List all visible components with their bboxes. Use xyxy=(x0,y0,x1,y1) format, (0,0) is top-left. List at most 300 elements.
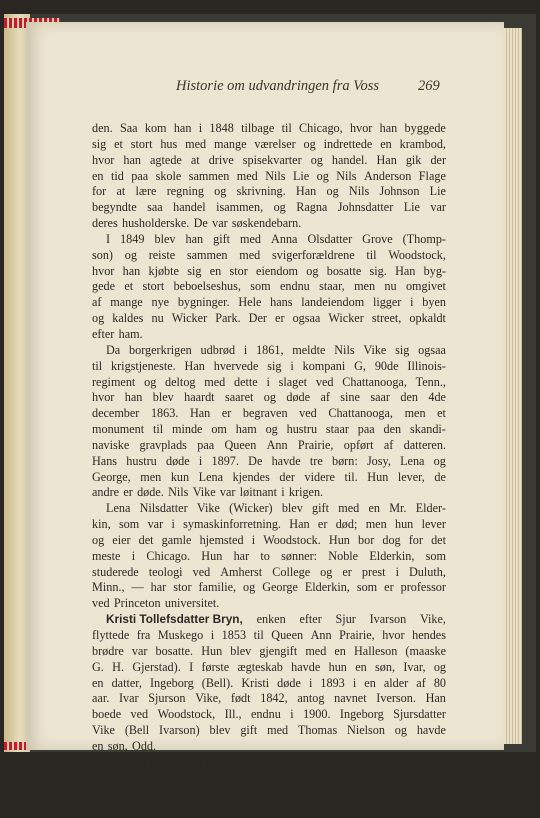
text-line xyxy=(92,121,446,137)
word: hvor xyxy=(92,263,115,278)
word: Elderkin, xyxy=(304,580,350,595)
entry-name: Isak Oleivson Ukvitne, xyxy=(106,754,232,769)
word: Jefferson xyxy=(329,802,375,817)
text-line xyxy=(92,184,446,200)
word: og xyxy=(310,152,323,167)
word: Johnsdatter xyxy=(337,200,394,215)
text-line xyxy=(92,359,446,375)
word: og xyxy=(124,247,137,262)
word: deres xyxy=(92,216,118,231)
word: meste xyxy=(92,548,121,563)
word: Grove xyxy=(362,231,393,246)
book-page xyxy=(26,22,504,817)
word: — xyxy=(131,580,144,595)
word: gaardbrugerfolk xyxy=(338,770,418,785)
word: med xyxy=(239,247,261,262)
text-line xyxy=(92,660,446,676)
word: til xyxy=(92,358,103,373)
word: Grimestad xyxy=(92,770,143,785)
word: mange xyxy=(110,295,143,310)
word: begraven xyxy=(242,406,288,421)
word: teologi xyxy=(148,564,183,579)
word: og xyxy=(214,184,227,199)
word: gik xyxy=(405,152,422,167)
word: 1897. xyxy=(211,453,239,468)
word: Nils xyxy=(265,168,286,183)
text-line xyxy=(92,327,446,343)
word: bosatte. xyxy=(155,643,194,658)
word: hendes xyxy=(412,628,446,642)
word: Chicago. xyxy=(146,548,191,563)
word: Prairie, xyxy=(339,628,375,642)
word: Ivarson xyxy=(369,612,407,627)
word: til. xyxy=(344,469,358,484)
word: til xyxy=(155,802,167,817)
word: ligger xyxy=(372,295,402,310)
word: monument xyxy=(92,422,145,437)
word: Elderkin, xyxy=(369,548,415,563)
word: en xyxy=(380,136,392,151)
word: Saa xyxy=(119,121,138,135)
word: 1808, xyxy=(418,786,446,801)
word: 1848 xyxy=(209,121,234,135)
word: sønner: xyxy=(281,548,318,563)
word: Muskego xyxy=(157,628,204,642)
word: en xyxy=(368,501,380,516)
word: ved xyxy=(299,406,317,421)
word: staar xyxy=(325,422,349,437)
text-line xyxy=(92,549,446,565)
word: blev xyxy=(152,390,174,405)
word: med xyxy=(236,168,258,183)
word: til xyxy=(253,628,264,642)
word: hvor xyxy=(350,121,373,135)
word: kun xyxy=(170,469,190,484)
word: i xyxy=(266,374,270,389)
word: Duluth, xyxy=(408,564,446,579)
word: 1861, xyxy=(256,342,284,357)
word: datteren. xyxy=(403,437,446,452)
word: kjøbte xyxy=(148,263,179,278)
word: et xyxy=(114,136,123,151)
word: Lie xyxy=(403,200,420,215)
word: med xyxy=(185,136,207,151)
word: Vike xyxy=(192,485,216,500)
word: børn: xyxy=(331,453,358,468)
word: Sjur xyxy=(335,612,356,627)
word: og xyxy=(243,580,256,595)
word: Lena xyxy=(198,469,224,484)
word: Hun xyxy=(201,548,223,563)
word: havde xyxy=(291,659,321,674)
word: en xyxy=(92,738,104,753)
word: søn, xyxy=(107,738,128,753)
word: af xyxy=(320,390,330,405)
word: sig xyxy=(395,342,410,357)
word: paa xyxy=(429,770,446,785)
word: i xyxy=(131,548,136,563)
word: Grimestad, xyxy=(326,786,381,801)
word: hvor xyxy=(92,152,115,167)
word: 1849 xyxy=(120,231,145,246)
word: Sjursdatter xyxy=(393,707,446,722)
word: lever, xyxy=(397,469,425,484)
word: Anderson xyxy=(363,168,412,183)
word: dette xyxy=(234,374,258,389)
word: men xyxy=(404,406,426,421)
word: men xyxy=(354,279,376,294)
word: Lie xyxy=(292,168,310,183)
word: kom xyxy=(144,121,167,135)
word: han xyxy=(173,121,192,135)
word: han xyxy=(124,390,143,405)
word: landeiendom xyxy=(301,295,365,310)
word: saar xyxy=(370,390,390,405)
entry-name: Kristi Tollefsdatter Bryn, xyxy=(106,612,243,627)
word: en xyxy=(355,659,367,674)
word: i xyxy=(352,675,357,690)
word: professor xyxy=(400,580,446,595)
word: 1893 xyxy=(320,675,345,690)
word: udvandrede xyxy=(92,802,149,817)
word: (Bell). xyxy=(201,675,234,690)
word: var xyxy=(131,643,148,658)
word: Nils xyxy=(336,168,357,183)
word: Han xyxy=(395,263,416,278)
word: døde xyxy=(165,453,190,468)
word: datter, xyxy=(111,675,142,690)
word: hun xyxy=(394,517,414,532)
text-line xyxy=(92,375,446,391)
word: var xyxy=(212,216,228,231)
word: og xyxy=(273,200,286,215)
word: den xyxy=(383,422,402,437)
word: det xyxy=(431,532,446,547)
word: de xyxy=(434,469,446,484)
word: Chattanooga, xyxy=(342,374,407,389)
word: Sjurson xyxy=(148,691,186,706)
word: for xyxy=(408,532,423,547)
word: alder xyxy=(383,675,409,690)
word: Odd. xyxy=(132,738,157,753)
word: var xyxy=(219,485,236,500)
text-line xyxy=(92,691,446,707)
word: paa xyxy=(197,437,215,452)
word: Hele xyxy=(238,295,262,310)
word: sig xyxy=(267,358,282,373)
text-line xyxy=(92,470,446,486)
word: endnu xyxy=(279,279,310,294)
word: i xyxy=(308,675,313,690)
word: har xyxy=(233,548,250,563)
book xyxy=(4,14,536,817)
word: 1900. xyxy=(303,707,331,722)
word: og xyxy=(303,136,316,151)
word: Isaksdatter xyxy=(220,770,274,785)
text-line xyxy=(92,485,446,501)
word: hans xyxy=(270,295,293,310)
word: i xyxy=(210,628,215,642)
word: kin, xyxy=(92,517,111,532)
word: byggede xyxy=(404,121,446,135)
word: som xyxy=(356,580,378,595)
word: Flage xyxy=(418,168,446,183)
word: med xyxy=(338,501,360,516)
word: kompani xyxy=(302,358,346,373)
word: Ingeborg xyxy=(149,675,194,690)
word: døde xyxy=(277,675,301,690)
word: regning xyxy=(166,184,204,199)
word: i xyxy=(198,121,203,135)
word: Lena xyxy=(400,453,425,468)
text-line xyxy=(92,771,446,787)
word: (Wicker) xyxy=(229,501,273,516)
word: byen xyxy=(422,295,446,310)
word: hus xyxy=(160,136,178,151)
word: regiment xyxy=(92,374,136,389)
word: Kristi xyxy=(241,675,270,690)
word: ogsaa xyxy=(292,311,321,326)
word: Han xyxy=(295,184,317,199)
word: kaldes xyxy=(112,311,144,326)
word: Thomas xyxy=(297,723,338,738)
word: er xyxy=(221,406,232,421)
word: opført xyxy=(343,437,374,452)
word: han xyxy=(185,231,204,246)
word: deltog xyxy=(165,374,196,389)
word: Isaksdatter xyxy=(264,786,318,801)
word: Hans xyxy=(92,453,118,468)
word: Kari xyxy=(233,786,256,801)
word: to xyxy=(260,548,270,563)
word: udbrød xyxy=(200,342,236,357)
word: født xyxy=(230,691,251,706)
word: navnet xyxy=(334,691,367,706)
body-text xyxy=(92,121,446,818)
word: ved xyxy=(192,564,211,579)
page-header xyxy=(26,78,504,98)
text-line xyxy=(92,612,446,628)
word: december xyxy=(92,406,140,421)
word: og xyxy=(263,390,276,405)
word: andre xyxy=(92,485,120,500)
text-line xyxy=(92,786,446,802)
word: sine xyxy=(340,390,360,405)
text-line xyxy=(92,596,446,612)
word: 1853 xyxy=(221,628,247,642)
word: af xyxy=(344,754,354,769)
word: saaret xyxy=(224,390,254,405)
word: 1851 xyxy=(233,802,258,817)
word: krigstjeneste. xyxy=(111,358,176,373)
text-line xyxy=(92,216,446,232)
word: Tenn., xyxy=(415,374,446,389)
word: men xyxy=(140,469,162,484)
word: boede xyxy=(92,707,122,722)
word: handel. xyxy=(331,152,368,167)
word: fra xyxy=(136,628,151,642)
word: husholderske. xyxy=(121,216,190,231)
word: Wicker xyxy=(328,311,364,326)
text-line xyxy=(92,438,446,454)
word: stor xyxy=(229,263,248,278)
word: Ivar, xyxy=(403,659,426,674)
word: universitet. xyxy=(164,596,220,611)
word: 80 xyxy=(433,675,446,690)
word: Woodstock, xyxy=(388,247,446,262)
word: borgerkrigen xyxy=(129,342,192,357)
word: omgivet xyxy=(405,279,446,294)
word: tid xyxy=(110,168,124,183)
word: kom xyxy=(283,802,306,817)
word: Vike xyxy=(92,723,115,738)
word: Nils xyxy=(348,184,370,199)
word: med xyxy=(305,643,327,658)
word: i xyxy=(171,517,175,532)
word: hvor xyxy=(92,390,115,405)
word: 4de xyxy=(428,390,446,405)
word: gjengift xyxy=(259,643,298,658)
word: videre xyxy=(304,469,335,484)
word: døde. xyxy=(137,485,164,500)
word: Hun xyxy=(367,469,389,484)
word: Ragna xyxy=(296,200,328,215)
word: i xyxy=(395,564,399,579)
word: og xyxy=(154,770,167,785)
word: til xyxy=(366,247,377,262)
word: Nilsdatter xyxy=(139,501,188,516)
word: efter xyxy=(92,326,115,341)
word: spisekvarter xyxy=(242,152,302,167)
word: en xyxy=(92,168,104,183)
word: han xyxy=(123,152,141,167)
word: i xyxy=(290,707,294,722)
word: død; xyxy=(335,517,358,532)
word: der xyxy=(430,152,446,167)
word: aar. xyxy=(92,691,110,706)
word: sig xyxy=(92,136,107,151)
running-title: Historie om udvandringen fra Voss xyxy=(176,78,379,94)
word: Iverson. xyxy=(376,691,416,706)
word: krigen. xyxy=(288,485,324,500)
word: er xyxy=(123,485,133,500)
word: og xyxy=(92,532,105,547)
word: løitnant xyxy=(239,485,277,500)
word: son) xyxy=(92,247,113,262)
word: slaget xyxy=(278,374,308,389)
word: Ukvitne, xyxy=(92,786,135,801)
word: Ukvitne, xyxy=(284,770,328,785)
word: familie, xyxy=(198,580,237,595)
word: Han xyxy=(184,358,205,373)
word: den xyxy=(400,390,418,405)
word: nye xyxy=(151,295,170,310)
word: er xyxy=(342,564,352,579)
word: George, xyxy=(92,469,131,484)
word: blev xyxy=(154,231,176,246)
text-line xyxy=(92,343,446,359)
page-number: 269 xyxy=(418,78,440,94)
word: beboelseshus, xyxy=(173,279,241,294)
word: haardt xyxy=(184,390,215,405)
word: lever xyxy=(421,517,446,532)
word: til xyxy=(152,422,164,437)
word: Johnson xyxy=(379,184,420,199)
word: Der xyxy=(248,311,267,326)
word: i xyxy=(222,802,227,817)
text-line xyxy=(92,232,446,248)
word: en xyxy=(364,675,376,690)
word: ægteskab xyxy=(237,659,283,674)
word: søskendebarn. xyxy=(231,216,302,231)
word: Wicker xyxy=(171,311,208,326)
word: havde xyxy=(271,453,301,468)
word: Da xyxy=(106,342,121,357)
text-line xyxy=(92,311,446,327)
word: med xyxy=(204,374,226,389)
word: af xyxy=(383,437,394,452)
word: Nielson xyxy=(347,723,385,738)
word: et xyxy=(124,279,134,294)
text-line xyxy=(92,739,446,755)
word: og xyxy=(433,659,446,674)
text-line xyxy=(92,533,446,549)
word: Ivar xyxy=(118,691,139,706)
word: bor xyxy=(358,532,375,547)
word: Queen xyxy=(271,628,304,642)
text-line xyxy=(92,580,446,596)
word: De xyxy=(193,216,208,231)
word: Elder- xyxy=(415,501,446,516)
word: i xyxy=(251,532,256,547)
word: hun xyxy=(328,659,347,674)
word: han xyxy=(122,263,141,278)
word: Park. xyxy=(215,311,241,326)
word: af xyxy=(92,295,102,310)
word: søn, xyxy=(375,659,395,674)
text-line xyxy=(92,501,446,517)
word: Hun xyxy=(328,532,350,547)
word: Lena xyxy=(106,501,131,516)
text-line xyxy=(92,628,446,644)
word: var xyxy=(430,200,446,215)
word: indrettede xyxy=(323,136,373,151)
word: Vike xyxy=(363,342,387,357)
word: byg- xyxy=(423,263,446,278)
word: handel xyxy=(173,200,206,215)
word: De xyxy=(248,453,263,468)
word: agtede xyxy=(150,152,182,167)
word: Amherst xyxy=(220,564,263,579)
text-line xyxy=(92,279,446,295)
text-line xyxy=(92,137,446,153)
word: naviske xyxy=(92,437,130,452)
word: med xyxy=(240,231,262,246)
word: College xyxy=(272,564,311,579)
word: blev xyxy=(281,501,303,516)
word: hvor xyxy=(423,802,446,817)
word: mange xyxy=(214,136,247,151)
word: og xyxy=(144,374,157,389)
word: nu xyxy=(384,279,397,294)
word: I xyxy=(106,231,111,246)
word: sig. xyxy=(369,263,387,278)
word: Princeton xyxy=(113,596,161,611)
word: I xyxy=(189,659,194,674)
word: en xyxy=(92,675,104,690)
word: sig xyxy=(187,263,202,278)
text-line xyxy=(92,422,446,438)
